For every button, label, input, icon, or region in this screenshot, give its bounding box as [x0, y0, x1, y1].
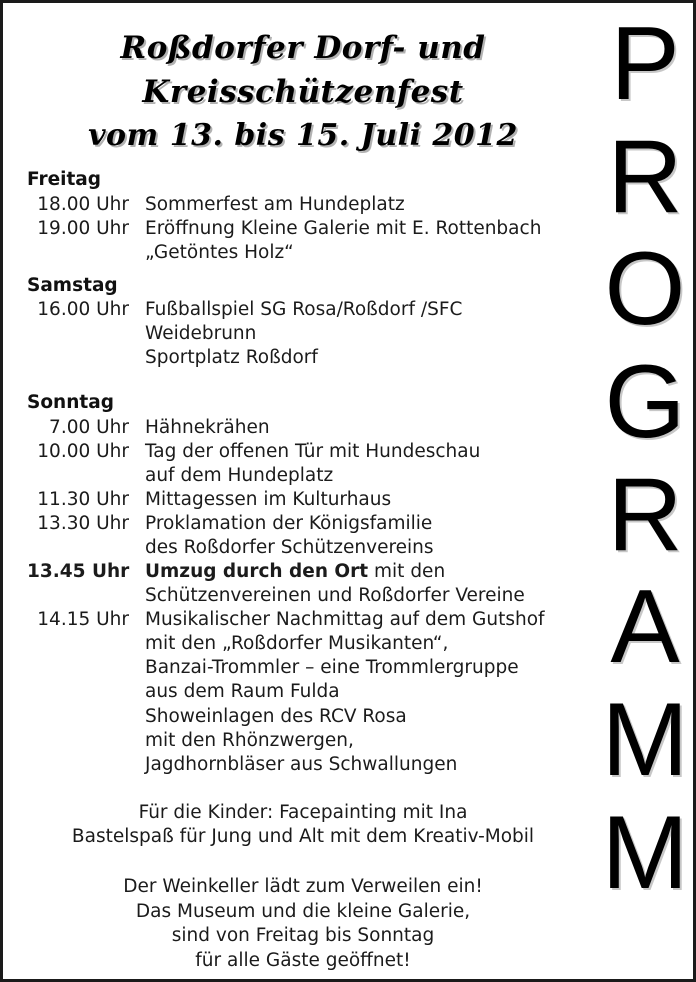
programm-letter-0: P — [610, 6, 680, 122]
schedule-entry — [27, 193, 603, 217]
entry-time: 11.30 Uhr — [37, 489, 129, 511]
entry-time: 7.00 Uhr — [49, 416, 129, 438]
entry-description-line: des Roßdorfer Schützenvereins — [145, 537, 434, 559]
programm-letter-1: R — [607, 118, 683, 235]
entry-description-line: auf dem Hundeplatz — [145, 465, 334, 487]
programm-letter-6: M — [601, 682, 689, 799]
entry-time: 10.00 Uhr — [37, 441, 129, 463]
section-spacer — [27, 265, 603, 275]
entry-time: 18.00 Uhr — [37, 193, 129, 215]
entry-description-line: Weidebrunn — [145, 323, 257, 345]
entry-description — [145, 416, 603, 440]
footer-notice-line: sind von Freitag bis Sonntag — [171, 925, 435, 947]
entry-description-line: Banzai-Trommler – eine Trommlergruppe — [145, 657, 519, 679]
schedule-entry — [27, 440, 603, 488]
entry-description-line: Musikalischer Nachmittag auf dem Gutshof — [145, 609, 545, 631]
schedule-entry — [27, 217, 603, 265]
day-heading: Freitag — [27, 169, 102, 190]
entry-description-line: Mittagessen im Kulturhaus — [145, 489, 392, 511]
day-group-samstag — [27, 275, 603, 371]
schedule-entry — [27, 488, 603, 512]
poster-title — [3, 3, 603, 151]
entry-description-line: aus dem Raum Fulda — [145, 681, 340, 703]
entry-description-line: Schützenvereinen und Roßdorfer Vereine — [145, 585, 525, 607]
entry-description-line: Eröffnung Kleine Galerie mit E. Rottenbach — [145, 217, 542, 239]
entry-description-line: Showeinlagen des RCV Rosa — [145, 705, 407, 727]
entry-description-line: „Getöntes Holz“ — [145, 241, 294, 263]
entry-description — [145, 608, 603, 776]
section-spacer — [27, 370, 603, 392]
schedule-entry — [27, 512, 603, 560]
entry-time: 16.00 Uhr — [37, 299, 129, 321]
footer-notice-line: Der Weinkeller lädt zum Verweilen ein! — [123, 876, 483, 898]
entry-time: 19.00 Uhr — [37, 217, 129, 239]
footer-notice-line: Das Museum und die kleine Galerie, — [135, 900, 471, 922]
entry-description — [145, 217, 603, 265]
programm-letter-3: G — [604, 344, 686, 461]
entry-description-line: Jagdhornbläser aus Schwallungen — [145, 753, 458, 775]
day-group-freitag — [27, 169, 603, 265]
entry-description — [145, 488, 603, 512]
footer-kids-line: Bastelspaß für Jung und Alt mit dem Kreativ-Mobil — [71, 826, 535, 848]
entry-description-line: Proklamation der Königsfamilie — [145, 513, 433, 535]
footer-kids — [3, 801, 603, 850]
entry-time: 13.45 Uhr — [27, 561, 130, 583]
entry-description-line: Sommerfest am Hundeplatz — [145, 193, 405, 215]
programm-letter-2: O — [604, 231, 686, 348]
programm-letter-7: M — [601, 794, 689, 911]
vertical-programm-heading — [597, 3, 693, 979]
footer-kids-line: Für die Kinder: Facepainting mit Ina — [138, 801, 468, 823]
entry-description — [145, 440, 603, 488]
day-group-sonntag — [27, 392, 603, 776]
day-heading: Sonntag — [27, 392, 114, 414]
entry-description-line: Hähnekrähen — [145, 416, 270, 438]
entry-description-line: mit den Rhönzwergen, — [145, 729, 354, 751]
entry-description-line: Umzug durch den Ort mit den — [145, 561, 446, 583]
programm-letter-4: R — [607, 456, 683, 573]
entry-description — [145, 298, 603, 370]
schedule-entry — [27, 416, 603, 440]
entry-time: 13.30 Uhr — [37, 513, 129, 535]
footer-notice — [3, 875, 603, 973]
entry-highlight: Umzug durch den Ort — [145, 561, 369, 583]
title-line-1: Roßdorfer Dorf- und — [120, 30, 486, 66]
programm-letter-5: A — [610, 569, 680, 686]
entry-description-line: Sportplatz Roßdorf — [145, 347, 318, 369]
title-line-3: vom 13. bis 15. Juli 2012 — [88, 118, 518, 153]
entry-description — [145, 560, 603, 608]
entry-description-line: Fußballspiel SG Rosa/Roßdorf /SFC — [145, 299, 463, 321]
footer-notice-line: für alle Gäste geöffnet! — [195, 949, 411, 971]
entry-description — [145, 512, 603, 560]
schedule-entry — [27, 560, 603, 608]
poster-content — [3, 3, 603, 979]
schedule — [3, 169, 603, 777]
entry-description-line: mit den „Roßdorfer Musikanten“, — [145, 633, 449, 655]
entry-description — [145, 193, 603, 217]
title-line-2: Kreisschützenfest — [142, 74, 464, 110]
entry-description-line: Tag der offenen Tür mit Hundeschau — [145, 441, 481, 463]
schedule-entry — [27, 608, 603, 776]
day-heading: Samstag — [27, 274, 118, 296]
entry-time: 14.15 Uhr — [37, 609, 129, 631]
schedule-entry — [27, 298, 603, 370]
